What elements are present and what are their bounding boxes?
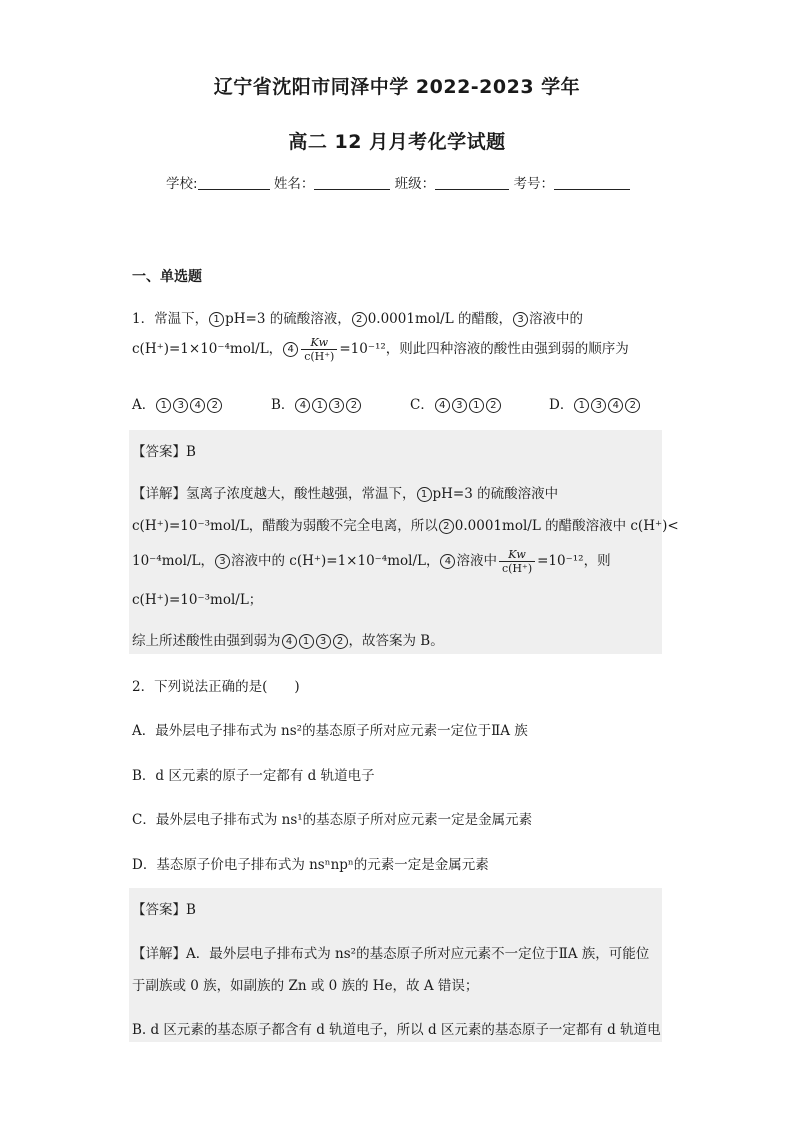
detail-text: c(H⁺)=10⁻³mol/L，醋酸为弱酸不完全电离，所以: [132, 518, 438, 534]
circled-number: 4: [295, 398, 310, 413]
fraction-numerator: Kw: [301, 336, 337, 350]
circled-number-1: 1: [299, 634, 314, 649]
circled-number: 4: [435, 398, 450, 413]
fraction-denominator: c(H⁺): [304, 350, 335, 363]
school-label: 学校:: [166, 176, 198, 192]
detail-text: 0.0001mol/L 的醋酸溶液中 c(H⁺)<: [454, 518, 679, 534]
detail-text: 溶液中的 c(H⁺)=1×10⁻⁴mol/L，: [230, 553, 440, 569]
class-label: 班级：: [394, 176, 436, 192]
circled-number-2: 2: [352, 312, 367, 327]
circled-number: 2: [625, 398, 640, 413]
q2-option-a[interactable]: A．最外层电子排布式为 ns²的基态原子所对应元素一定位于ⅡA 族: [132, 723, 528, 739]
q1-stem-line1: [132, 307, 583, 327]
q1-item4-text: =10⁻¹²，则此四种溶液的酸性由强到弱的顺序为: [339, 341, 629, 357]
circled-number: 2: [346, 398, 361, 413]
q1-item3-value: c(H⁺)=1×10⁻⁴mol/L，: [132, 341, 283, 357]
q1-prefix: 1．常温下，: [132, 311, 209, 327]
q1-detail-line3: [132, 548, 611, 575]
option-label: A．: [132, 397, 156, 413]
detail-text: pH=3 的硫酸溶液中: [432, 486, 559, 502]
q1-answer-box: [129, 430, 662, 654]
q1-option-b[interactable]: [271, 393, 362, 413]
circled-number: 3: [452, 398, 467, 413]
name-blank[interactable]: [314, 175, 390, 190]
q2-option-c[interactable]: C．最外层电子排布式为 ns¹的基态原子所对应元素一定是金属元素: [132, 812, 533, 828]
circled-number: 3: [329, 398, 344, 413]
circled-number: 4: [190, 398, 205, 413]
circled-number: 1: [469, 398, 484, 413]
fraction-denominator: c(H⁺): [501, 562, 533, 575]
option-label: C．: [410, 397, 434, 413]
exam-title: 辽宁省沈阳市同泽中学 2022-2023 学年: [213, 76, 581, 98]
q1-option-a[interactable]: [132, 393, 223, 413]
q1-detail-line5: [132, 629, 444, 649]
name-label: 姓名：: [273, 176, 315, 192]
circled-number: 3: [173, 398, 188, 413]
circled-number: 2: [207, 398, 222, 413]
detail-text: 综上所述酸性由强到弱为: [132, 633, 281, 649]
q1-answer: 【答案】B: [132, 444, 196, 460]
detail-text: =10⁻¹²，则: [537, 553, 611, 569]
circled-number-2: 2: [439, 519, 454, 534]
circled-number-1: 1: [209, 312, 224, 327]
circled-number: 4: [608, 398, 623, 413]
detail-text: ，故答案为 B。: [348, 633, 444, 649]
q2-detail-line1: 【详解】A．最外层电子排布式为 ns²的基态原子所对应元素不一定位于ⅡA 族，可能位: [132, 946, 650, 962]
school-blank[interactable]: [198, 175, 270, 190]
exam-number-label: 考号：: [513, 176, 554, 192]
fraction-numerator: Kw: [499, 548, 535, 562]
circled-number-2: 2: [333, 634, 348, 649]
option-label: B．: [271, 397, 295, 413]
section-heading: 一、单选题: [132, 269, 202, 285]
circled-number-4: 4: [440, 554, 455, 569]
q2-detail-line2: 于副族或 0 族，如副族的 Zn 或 0 族的 He，故 A 错误；: [132, 978, 479, 994]
exam-number-blank[interactable]: [554, 175, 630, 190]
q1-option-c[interactable]: [410, 393, 502, 413]
circled-number-3: 3: [215, 554, 230, 569]
circled-number-3: 3: [513, 312, 528, 327]
circled-number: 3: [591, 398, 606, 413]
q2-answer: 【答案】B: [132, 902, 196, 918]
q2-detail-line3: B. d 区元素的基态原子都含有 d 轨道电子，所以 d 区元素的基态原子一定都有 d 轨道电: [132, 1022, 661, 1038]
circled-number-4: 4: [283, 342, 298, 357]
circled-number-4: 4: [282, 634, 297, 649]
q2-option-d[interactable]: D．基态原子价电子排布式为 nsⁿnpⁿ的元素一定是金属元素: [132, 857, 489, 873]
detail-text: 溶液中: [456, 553, 497, 569]
q1-item1-text: pH=3 的硫酸溶液，: [225, 311, 351, 327]
q1-detail-line1: [132, 482, 558, 502]
student-info-line: [166, 172, 630, 192]
kw-fraction: [301, 336, 337, 363]
kw-fraction: [499, 548, 535, 575]
q2-option-b[interactable]: B．d 区元素的原子一定都有 d 轨道电子: [132, 768, 375, 784]
circled-number: 2: [486, 398, 501, 413]
q1-detail-line2: [132, 514, 679, 534]
class-blank[interactable]: [435, 175, 509, 190]
circled-number-1: 1: [417, 487, 432, 502]
q1-item2-text: 0.0001mol/L 的醋酸，: [367, 311, 512, 327]
q1-option-d[interactable]: [549, 393, 641, 413]
q1-stem-line2: [132, 336, 629, 363]
q2-stem: 2．下列说法正确的是( ): [132, 679, 300, 695]
circled-number: 1: [156, 398, 171, 413]
q1-detail-line4: c(H⁺)=10⁻³mol/L；: [132, 592, 263, 608]
q1-item3-text: 溶液中的: [529, 311, 583, 327]
option-label: D．: [549, 397, 574, 413]
circled-number: 1: [574, 398, 589, 413]
circled-number-3: 3: [316, 634, 331, 649]
detail-text: 10⁻⁴mol/L，: [132, 553, 214, 569]
detail-text: 【详解】氢离子浓度越大，酸性越强，常温下，: [132, 486, 416, 502]
exam-subtitle: 高二 12 月月考化学试题: [288, 131, 506, 153]
circled-number: 1: [312, 398, 327, 413]
